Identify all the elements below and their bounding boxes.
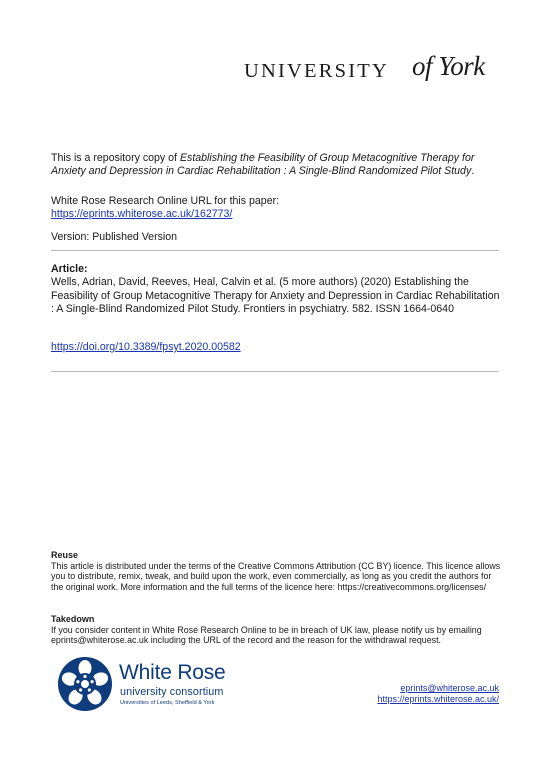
paper-url-label: White Rose Research Online URL for this paper: <box>51 195 280 207</box>
doi-link[interactable]: https://doi.org/10.3389/fpsyt.2020.00582 <box>51 341 241 353</box>
divider <box>51 250 499 251</box>
repository-copy-statement <box>51 152 501 179</box>
contact-email-link[interactable]: eprints@whiterose.ac.uk <box>400 683 499 693</box>
reuse-section <box>51 550 501 593</box>
intro-prefix: This is a repository copy of <box>51 152 180 164</box>
white-rose-title: White Rose <box>119 661 226 684</box>
university-of-york-logo <box>244 50 500 90</box>
takedown-text: If you consider content in White Rose Research Online to be in breach of UK law, please notify us by emailing eprints@whiterose.ac.uk including the URL of the record and the reason for the withdrawal request. <box>51 624 482 646</box>
reuse-text: This article is distributed under the terms of the Creative Commons Attribution (CC BY) licence. This licence allows you to distribute, remix, tweak, and build upon the work, even commercially, as long as you credit the authors for the original work. More information and the full terms of the licence here: https://creativecommons.org/licenses/ <box>51 560 501 593</box>
article-block <box>51 263 501 317</box>
white-rose-consortium-logo <box>57 656 257 716</box>
contact-website-link[interactable]: https://eprints.whiterose.ac.uk/ <box>377 694 499 704</box>
article-heading: Article: <box>51 263 88 275</box>
takedown-section <box>51 614 501 646</box>
white-rose-universities: Universities of Leeds, Sheffield & York <box>120 700 215 706</box>
paper-title: Establishing the Feasibility of Group Metacognitive Therapy for Anxiety and Depression in Cardiac Rehabilitation : A Single-Blind Randomized Pilot Study <box>51 152 475 178</box>
white-rose-emblem-icon <box>57 656 113 712</box>
logo-university-text: UNIVERSITY <box>244 60 389 82</box>
logo-of-york-script: of York <box>412 51 485 81</box>
version-label: Version: Published Version <box>51 231 178 243</box>
paper-url-block <box>51 195 501 222</box>
takedown-heading: Takedown <box>51 614 95 624</box>
paper-url-link[interactable]: https://eprints.whiterose.ac.uk/162773/ <box>51 208 233 221</box>
reuse-heading: Reuse <box>51 550 79 560</box>
white-rose-subtitle: university consortium <box>120 686 224 698</box>
divider <box>51 371 499 372</box>
doi-block <box>51 341 501 354</box>
contact-links <box>377 683 499 705</box>
article-citation: Wells, Adrian, David, Reeves, Heal, Calvin et al. (5 more authors) (2020) Establishing the Feasibility of Group Metacognitive Therapy for Anxiety and Depression in Cardiac Rehabilitation : A Single-Blind Randomized Pilot Study. Frontiers in psychiatry. 582. ISSN 1664-0640 <box>51 276 500 316</box>
intro-suffix: . <box>471 165 475 178</box>
